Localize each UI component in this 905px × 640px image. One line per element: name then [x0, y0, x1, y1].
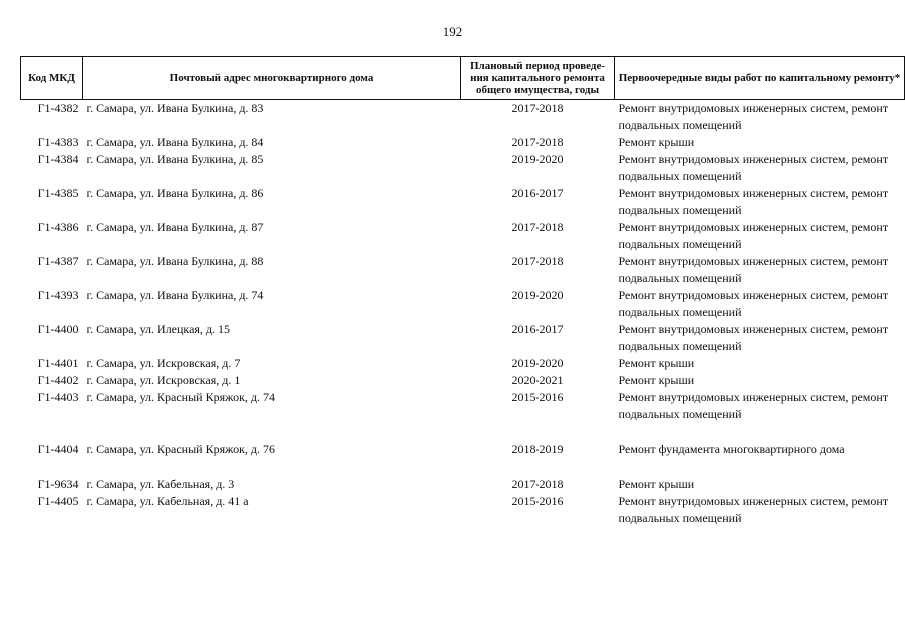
- cell-period: 2020-2021: [511, 373, 564, 387]
- capital-repair-table: [20, 56, 905, 527]
- page-number: 192: [442, 24, 463, 39]
- cell-works: Ремонт крыши: [618, 356, 695, 370]
- table-row: [21, 134, 905, 151]
- table-header-row: [21, 57, 905, 100]
- cell-works: Ремонт внутридомовых инженерных систем, ремонт подвальных помещений: [618, 288, 889, 319]
- cell-code: Г1-4404: [37, 442, 79, 456]
- cell-works: Ремонт крыши: [618, 373, 695, 387]
- cell-address: г. Самара, ул. Ивана Булкина, д. 88: [86, 254, 264, 268]
- cell-works: Ремонт внутридомовых инженерных систем, ремонт подвальных помещений: [618, 390, 889, 421]
- cell-code: Г1-4402: [37, 373, 79, 387]
- table-row: [21, 441, 905, 458]
- cell-works: Ремонт внутридомовых инженерных систем, ремонт подвальных помещений: [618, 220, 889, 251]
- cell-works: Ремонт внутридомовых инженерных систем, ремонт подвальных помещений: [618, 186, 889, 217]
- cell-address: г. Самара, ул. Красный Кряжок, д. 76: [86, 442, 276, 456]
- header-period: Плановый период проведе-ния капитального ремонта общего имущества, годы: [461, 57, 615, 100]
- header-code: Код МКД: [21, 57, 83, 100]
- cell-period: 2018-2019: [511, 442, 564, 456]
- cell-works: Ремонт крыши: [618, 477, 695, 491]
- cell-period: 2017-2018: [511, 101, 564, 115]
- cell-code: Г1-4385: [37, 186, 79, 200]
- cell-period: 2016-2017: [511, 322, 564, 336]
- cell-address: г. Самара, ул. Ивана Булкина, д. 87: [86, 220, 264, 234]
- header-address: Почтовый адрес многоквартирного дома: [83, 57, 461, 100]
- cell-address: г. Самара, ул. Искровская, д. 1: [86, 373, 241, 387]
- cell-works: Ремонт внутридомовых инженерных систем, ремонт подвальных помещений: [618, 152, 889, 183]
- cell-code: Г1-4400: [37, 322, 79, 336]
- cell-period: 2016-2017: [511, 186, 564, 200]
- header-works: Первоочередные виды работ по капитальному ремонту*: [615, 57, 905, 100]
- table-row: [21, 389, 905, 441]
- cell-address: г. Самара, ул. Ивана Булкина, д. 86: [86, 186, 264, 200]
- table-row: [21, 321, 905, 355]
- cell-code: Г1-4387: [37, 254, 79, 268]
- cell-period: 2019-2020: [511, 288, 564, 302]
- cell-period: 2017-2018: [511, 220, 564, 234]
- cell-address: г. Самара, ул. Ивана Булкина, д. 84: [86, 135, 264, 149]
- cell-works: Ремонт внутридомовых инженерных систем, ремонт подвальных помещений: [618, 322, 889, 353]
- cell-works: Ремонт фундамента многоквартирного дома: [618, 442, 845, 456]
- cell-address: г. Самара, ул. Илецкая, д. 15: [86, 322, 231, 336]
- cell-period: 2017-2018: [511, 135, 564, 149]
- table-row: [21, 287, 905, 321]
- table-row: [21, 476, 905, 493]
- row-spacer: [21, 458, 905, 476]
- table-row: [21, 355, 905, 372]
- cell-code: Г1-4383: [37, 135, 79, 149]
- table-row: [21, 151, 905, 185]
- cell-period: 2015-2016: [511, 494, 564, 508]
- cell-code: Г1-4401: [37, 356, 79, 370]
- cell-period: 2015-2016: [511, 390, 564, 404]
- cell-works: Ремонт внутридомовых инженерных систем, ремонт подвальных помещений: [618, 494, 889, 525]
- cell-address: г. Самара, ул. Кабельная, д. 41 а: [86, 494, 249, 508]
- cell-address: г. Самара, ул. Кабельная, д. 3: [86, 477, 235, 491]
- cell-code: Г1-4386: [37, 220, 79, 234]
- cell-period: 2019-2020: [511, 356, 564, 370]
- cell-address: г. Самара, ул. Красный Кряжок, д. 74: [86, 390, 276, 404]
- cell-works: Ремонт крыши: [618, 135, 695, 149]
- cell-period: 2017-2018: [511, 254, 564, 268]
- table-row: [21, 253, 905, 287]
- cell-code: Г1-4405: [37, 494, 79, 508]
- cell-period: 2017-2018: [511, 477, 564, 491]
- cell-period: 2019-2020: [511, 152, 564, 166]
- table-row: [21, 372, 905, 389]
- cell-code: Г1-4382: [37, 101, 79, 115]
- cell-works: Ремонт внутридомовых инженерных систем, ремонт подвальных помещений: [618, 254, 889, 285]
- cell-address: г. Самара, ул. Ивана Булкина, д. 83: [86, 101, 264, 115]
- table-row: [21, 185, 905, 219]
- table-row: [21, 219, 905, 253]
- table-row: [21, 493, 905, 527]
- cell-address: г. Самара, ул. Ивана Булкина, д. 85: [86, 152, 264, 166]
- cell-code: Г1-9634: [37, 477, 79, 491]
- cell-address: г. Самара, ул. Искровская, д. 7: [86, 356, 241, 370]
- cell-address: г. Самара, ул. Ивана Булкина, д. 74: [86, 288, 264, 302]
- cell-code: Г1-4403: [37, 390, 79, 404]
- table-row: [21, 100, 905, 135]
- cell-works: Ремонт внутридомовых инженерных систем, ремонт подвальных помещений: [618, 101, 889, 132]
- cell-code: Г1-4393: [37, 288, 79, 302]
- cell-code: Г1-4384: [37, 152, 79, 166]
